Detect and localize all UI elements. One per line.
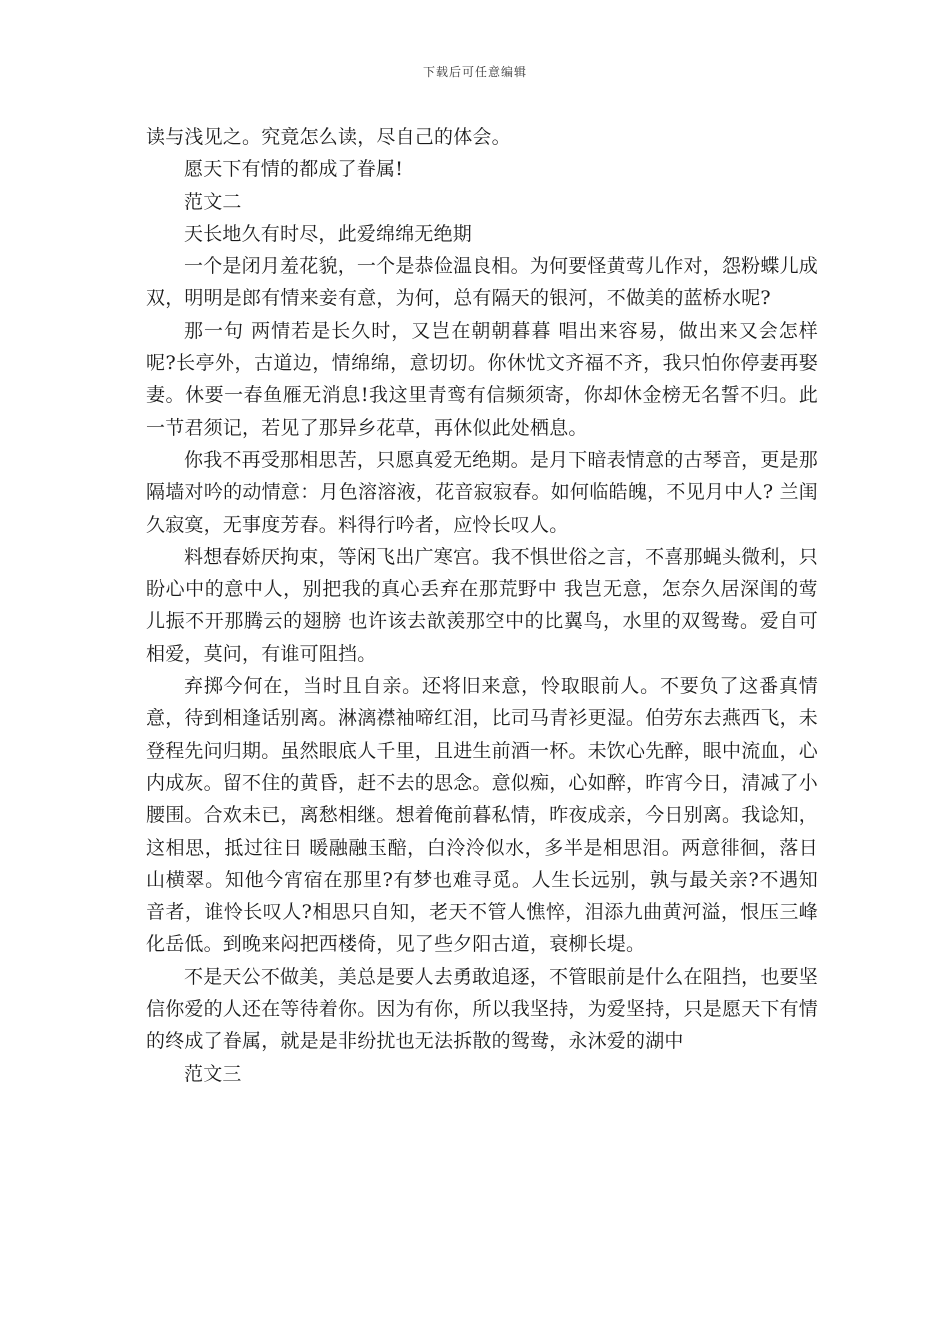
essay-title: 天长地久有时尽，此爱绵绵无绝期 bbox=[184, 222, 473, 245]
section-title-sample-3: 范文三 bbox=[184, 1062, 242, 1085]
paragraph: 一个是闭月羞花貌，一个是恭俭温良相。为何要怪黄莺儿作对，怨粉蝶儿成双，明明是郎有情来妾有意，为何，总有隔天的银河，不做美的蓝桥水呢? bbox=[146, 255, 818, 310]
paragraph-continuation: 读与浅见之。究竟怎么读，尽自己的体会。 bbox=[146, 126, 511, 148]
paragraph: 弃掷今何在，当时且自亲。还将旧来意，怜取眼前人。不要负了这番真情意，待到相逢话别离。淋漓襟袖啼红泪，比司马青衫更湿。伯劳东去燕西飞，未登程先问归期。虽然眼底人千里，且进生前酒一杯。未饮心先醉，眼中流血，心内成灰。留不住的黄昏，赶不去的思念。意似痴，心如醉，昨宵今日，清减了小腰围。合欢未已，离愁相继。想着俺前暮私情，昨夜成亲，今日别离。我谂知，这相思，抵过往日 暖融融玉醅，白泠泠似水，多半是相思泪。两意徘徊，落日山横翠。知他今宵宿在那里?有梦也难寻觅。人生长远别，孰与最关亲?不遇知音者，谁怜长叹人?相思只自知，老天不管人憔悴，泪添九曲黄河溢，恨压三峰化岳低。到晚来闷把西楼倚，见了些夕阳古道，衰柳长堤。 bbox=[146, 675, 819, 956]
paragraph-wish: 愿天下有情的都成了眷属! bbox=[184, 158, 404, 181]
paragraph: 那一句 两情若是长久时，又岂在朝朝暮暮 唱出来容易，做出来又会怎样呢?长亭外，古道边，情绵绵，意切切。你休忧文齐福不齐，我只怕你停妻再娶妻。休要一春鱼雁无消息!我这里青鸾有信频须寄，你却休金榜无名誓不归。此一节君须记，若见了那异乡花草，再休似此处栖息。 bbox=[146, 319, 818, 439]
paragraph: 料想春娇厌拘束，等闲飞出广寒宫。我不惧世俗之言，不喜那蝇头微利，只盼心中的意中人，别把我的真心丢弃在那荒野中 我岂无意，怎奈久居深闺的莺儿振不开那腾云的翅膀 也许该去歆羡那空中的比翼鸟，水里的双鸳鸯。爱自可相爱，莫问，有谁可阻挡。 bbox=[146, 545, 818, 665]
document-body bbox=[146, 121, 818, 1090]
section-title-sample-2: 范文二 bbox=[184, 190, 242, 213]
page-header: 下载后可任意编辑 bbox=[422, 65, 527, 79]
paragraph: 不是天公不做美，美总是要人去勇敢追逐，不管眼前是什么在阻挡，也要坚信你爱的人还在等待着你。因为有你，所以我坚持，为爱坚持，只是愿天下有情的终成了眷属，就是是非纷扰也无法拆散的鸳鸯，永沐爱的湖中 bbox=[146, 965, 819, 1053]
paragraph: 你我不再受那相思苦，只愿真爱无绝期。是月下暗表情意的古琴音，更是那隔墙对吟的动情意：月色溶溶液，花音寂寂春。如何临皓魄，不见月中人? 兰闺久寂寞，无事度芳春。料得行吟者，应怜长叹人。 bbox=[146, 448, 818, 536]
